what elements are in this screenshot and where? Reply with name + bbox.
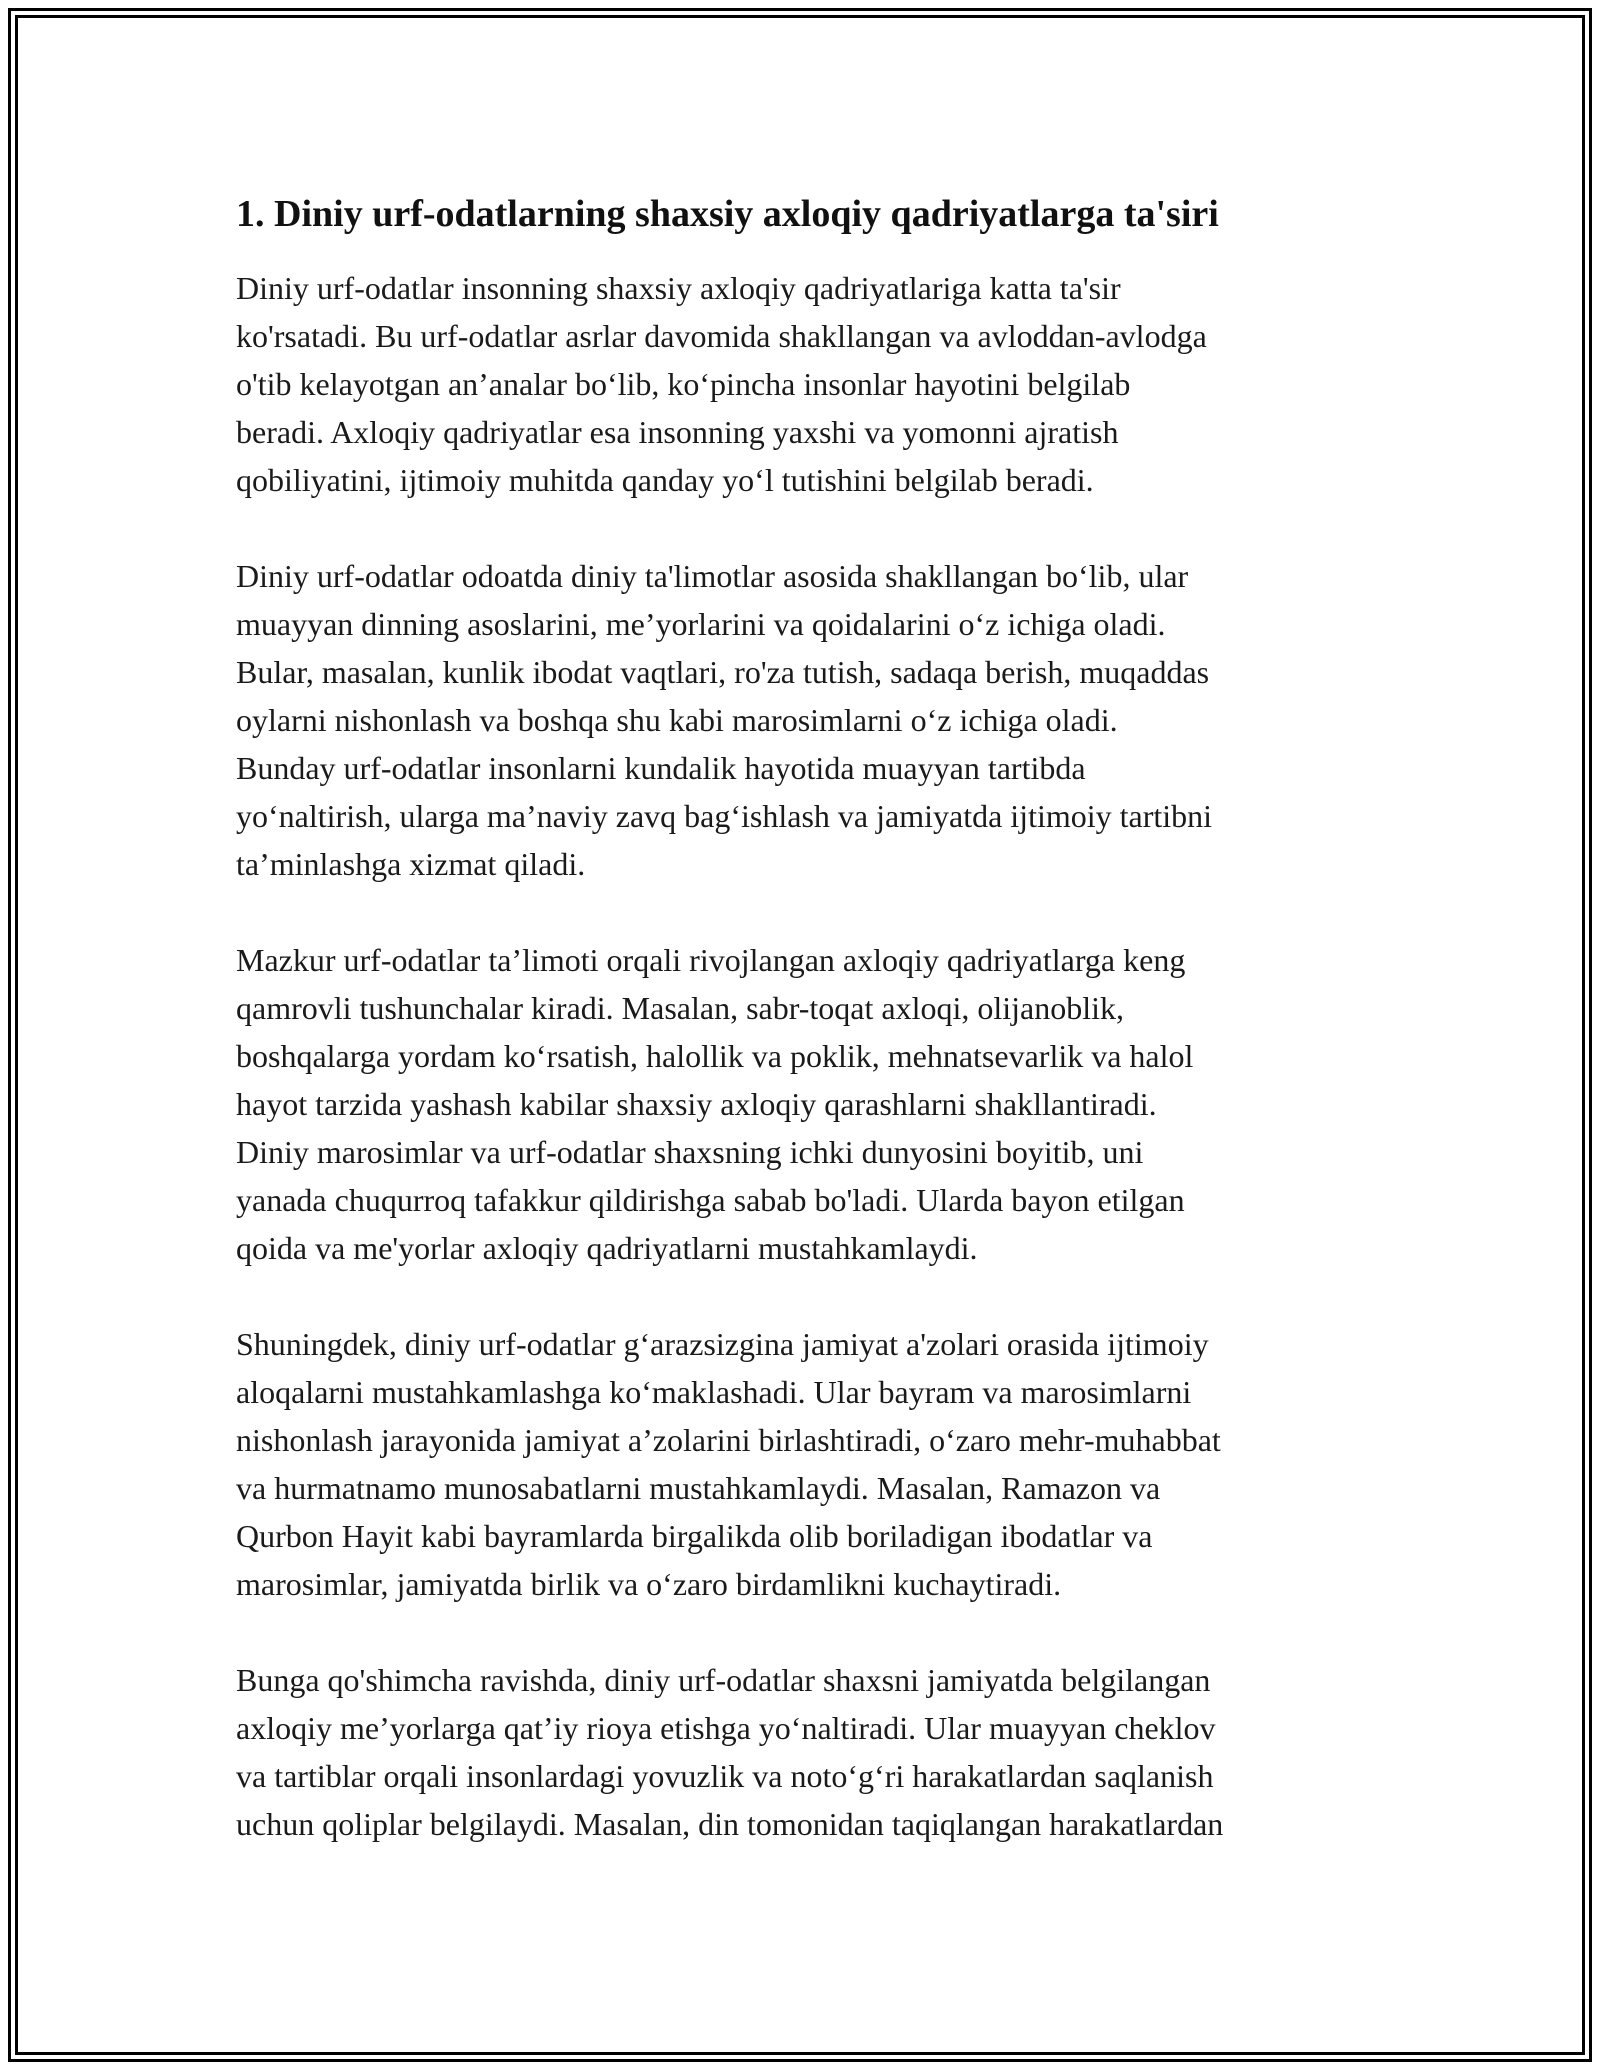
text-line: Bunga qo'shimcha ravishda, diniy urf-odatlar shaxsni jamiyatda belgilangan [236, 1662, 1211, 1698]
text-line: boshqalarga yordam ko‘rsatish, halollik va poklik, mehnatsevarlik va halol [236, 1038, 1194, 1074]
document-content [236, 186, 1376, 1896]
paragraph-4 [236, 1320, 1376, 1608]
text-line: yanada chuqurroq tafakkur qildirishga sabab bo'ladi. Ularda bayon etilgan [236, 1182, 1185, 1218]
text-line: qobiliyatini, ijtimoiy muhitda qanday yo‘l tutishini belgilab beradi. [236, 462, 1094, 498]
text-line: oylarni nishonlash va boshqa shu kabi marosimlarni o‘z ichiga oladi. [236, 702, 1118, 738]
text-line: o'tib kelayotgan an’analar bo‘lib, ko‘pincha insonlar hayotini belgilab [236, 366, 1131, 402]
text-line: Diniy urf-odatlar insonning shaxsiy axloqiy qadriyatlariga katta ta'sir [236, 270, 1121, 306]
text-line: marosimlar, jamiyatda birlik va o‘zaro birdamlikni kuchaytiradi. [236, 1566, 1062, 1602]
paragraph-3 [236, 936, 1376, 1272]
paragraph-5 [236, 1656, 1376, 1848]
text-line: ta’minlashga xizmat qiladi. [236, 846, 586, 882]
text-line: qamrovli tushunchalar kiradi. Masalan, sabr-toqat axloqi, olijanoblik, [236, 990, 1125, 1026]
text-line: Bular, masalan, kunlik ibodat vaqtlari, ro'za tutish, sadaqa berish, muqaddas [236, 654, 1210, 690]
text-line: hayot tarzida yashash kabilar shaxsiy axloqiy qarashlarni shakllantiradi. [236, 1086, 1157, 1122]
text-line: Bunday urf-odatlar insonlarni kundalik hayotida muayyan tartibda [236, 750, 1086, 786]
text-line: ko'rsatadi. Bu urf-odatlar asrlar davomida shakllangan va avloddan-avlodga [236, 318, 1207, 354]
text-line: muayyan dinning asoslarini, me’yorlarini va qoidalarini o‘z ichiga oladi. [236, 606, 1166, 642]
text-line: uchun qoliplar belgilaydi. Masalan, din tomonidan taqiqlangan harakatlardan [236, 1806, 1224, 1842]
text-line: Qurbon Hayit kabi bayramlarda birgalikda olib boriladigan ibodatlar va [236, 1518, 1153, 1554]
paragraph-1 [236, 264, 1376, 504]
text-line: Diniy marosimlar va urf-odatlar shaxsning ichki dunyosini boyitib, uni [236, 1134, 1144, 1170]
text-line: axloqiy me’yorlarga qat’iy rioya etishga yo‘naltiradi. Ular muayyan cheklov [236, 1710, 1216, 1746]
text-line: va tartiblar orqali insonlardagi yovuzlik va noto‘g‘ri harakatlardan saqlanish [236, 1758, 1214, 1794]
text-line: va hurmatnamo munosabatlarni mustahkamlaydi. Masalan, Ramazon va [236, 1470, 1161, 1506]
text-line: Mazkur urf-odatlar ta’limoti orqali rivojlangan axloqiy qadriyatlarga keng [236, 942, 1186, 978]
text-line: beradi. Axloqiy qadriyatlar esa insonning yaxshi va yomonni ajratish [236, 414, 1119, 450]
section-heading: 1. Diniy urf-odatlarning shaxsiy axloqiy qadriyatlarga ta'siri [236, 193, 1219, 235]
text-line: aloqalarni mustahkamlashga ko‘maklashadi. Ular bayram va marosimlarni [236, 1374, 1192, 1410]
text-line: qoida va me'yorlar axloqiy qadriyatlarni mustahkamlaydi. [236, 1230, 978, 1266]
text-line: Shuningdek, diniy urf-odatlar g‘arazsizgina jamiyat a'zolari orasida ijtimoiy [236, 1326, 1209, 1362]
paragraph-2 [236, 552, 1376, 888]
text-line: yo‘naltirish, ularga ma’naviy zavq bag‘ishlash va jamiyatda ijtimoiy tartibni [236, 798, 1213, 834]
text-line: nishonlash jarayonida jamiyat a’zolarini birlashtiradi, o‘zaro mehr-muhabbat [236, 1422, 1221, 1458]
text-line: Diniy urf-odatlar odoatda diniy ta'limotlar asosida shakllangan bo‘lib, ular [236, 558, 1189, 594]
